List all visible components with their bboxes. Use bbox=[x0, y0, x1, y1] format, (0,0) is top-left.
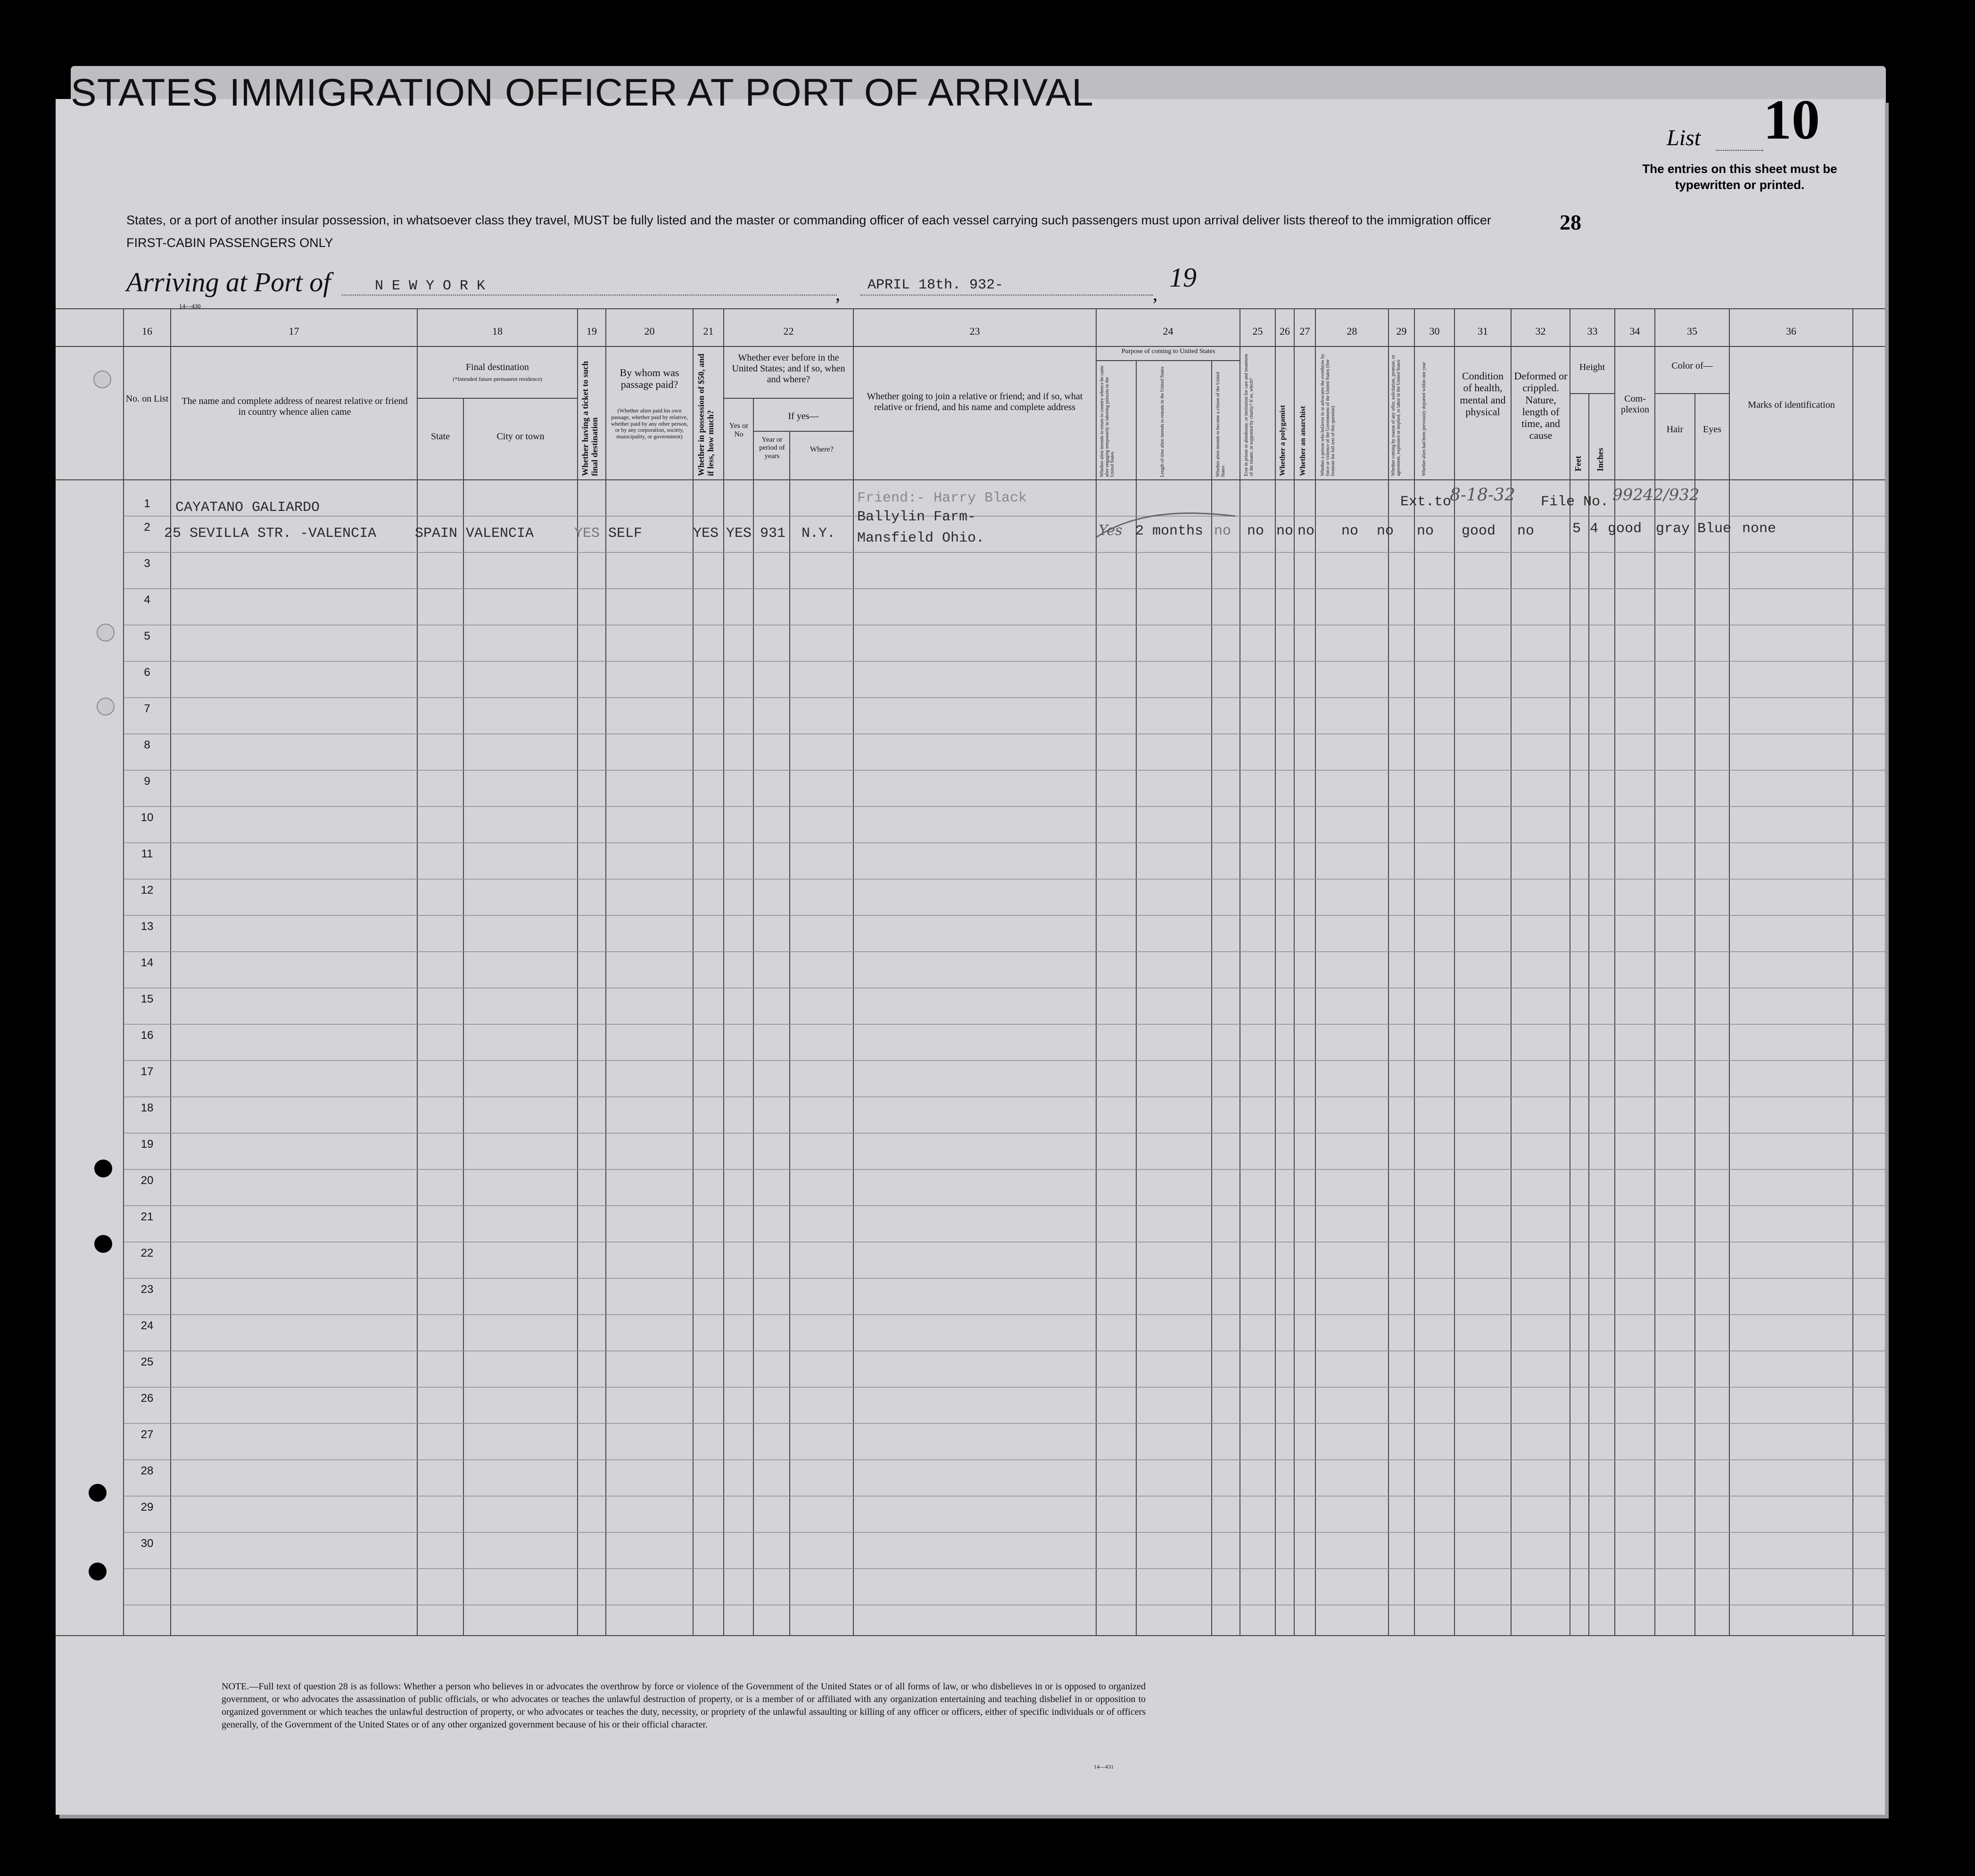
col-number-26: 26 bbox=[1280, 325, 1290, 337]
col-number-27: 27 bbox=[1299, 325, 1310, 337]
handwritten-stroke bbox=[1094, 504, 1245, 542]
row-number: 28 bbox=[140, 1465, 154, 1477]
purpose-value: Yes bbox=[1099, 522, 1123, 539]
col-number-34: 34 bbox=[1629, 325, 1640, 337]
anarchist-value: no bbox=[1297, 523, 1315, 539]
header-before-yesno: Yes or No bbox=[729, 422, 749, 439]
row-number: 6 bbox=[144, 666, 150, 679]
header-height: Height bbox=[1579, 362, 1605, 372]
file-number: 99242/932 bbox=[1612, 485, 1700, 504]
col-number-23: 23 bbox=[969, 325, 980, 337]
binder-hole bbox=[94, 1160, 112, 1177]
col-number-21: 21 bbox=[703, 325, 714, 337]
footnote-form-code: 14—431 bbox=[1094, 1763, 1114, 1770]
header-final-destination: Final destination bbox=[466, 362, 529, 372]
header-paid-by: By whom was passage paid? bbox=[620, 367, 679, 391]
header-where: Where? bbox=[810, 445, 834, 453]
row-number: 21 bbox=[140, 1210, 154, 1223]
hair-color-value: gray bbox=[1656, 521, 1690, 537]
length-of-stay-value: 2 months bbox=[1135, 523, 1204, 539]
col-number-30: 30 bbox=[1429, 325, 1440, 337]
file-number-label: File No. bbox=[1541, 494, 1609, 510]
footnote-question-28: NOTE.—Full text of question 28 is as follows: Whether a person who believes in or advocates the overthrow by force or violence of the Government of the United States or of all forms of law, or who disbelieves in or is opposed to organized government, or who advocates the assassination of public officials, or who advocates or teaches the unlawful destruction of property, or is a member of or affiliated with any organization entertaining and teaching disbelief in or opposition to organized government or which teaches the unlawful destruction of property, or who advocates or teaches the duty, necessity, or propriety of the unlawful assaulting or killing of any officer or officers, either of specific individuals or of officers generally, of the Government of the United States or of any other organized government because of his or their official character. bbox=[222, 1681, 1146, 1730]
row-number: 1 bbox=[144, 497, 150, 510]
header-paid-by-note: (Whether alien paid his own passage, whether paid by relative, whether paid by any other person, or by any corporation, society, municipality, or government) bbox=[611, 407, 688, 440]
col-number-29: 29 bbox=[1396, 325, 1407, 337]
header-length-of-stay: Length of time alien intends to remain in the United States bbox=[1160, 366, 1165, 477]
col-number-20: 20 bbox=[644, 325, 655, 337]
header-purpose-return: Whether alien intends to return to country whence he came after engaging temporarily in laboring pursuits in the United States bbox=[1099, 365, 1115, 477]
header-join-relative: Whether going to join a relative or friend; and if so, what relative or friend, and his name and complete address bbox=[867, 391, 1083, 412]
q28-value: no bbox=[1341, 523, 1359, 539]
height-feet-value: 5 bbox=[1572, 521, 1581, 537]
col-number-33: 33 bbox=[1587, 325, 1598, 337]
col-number-17: 17 bbox=[289, 325, 299, 337]
row-number: 30 bbox=[140, 1537, 154, 1550]
header-inches: Inches bbox=[1595, 447, 1605, 471]
page-title: STATES IMMIGRATION OFFICER AT PORT OF ARRIVAL bbox=[71, 71, 1094, 114]
header-before-in-us: Whether ever before in the United States; and if so, when and where? bbox=[732, 353, 845, 385]
col-number-28: 28 bbox=[1347, 325, 1357, 337]
row-number: 8 bbox=[144, 739, 150, 751]
before-yesno-value: YES bbox=[726, 526, 752, 542]
before-year-value: 931 bbox=[760, 526, 786, 542]
header-labor-offer: Whether coming by reason of any offer, solicitation, promise, or agreement, expressed or implied, to labor in the United States bbox=[1391, 354, 1401, 476]
row-number: 29 bbox=[140, 1501, 154, 1514]
header-money: Whether in possession of $50, and if less, how much? bbox=[696, 354, 715, 476]
port-name: N E W Y O R K bbox=[375, 278, 486, 294]
row-number: 10 bbox=[140, 811, 154, 824]
comma: , bbox=[1153, 283, 1157, 304]
typewritten-notice: The entries on this sheet must be typewritten or printed. bbox=[1642, 162, 1837, 192]
row-number: 3 bbox=[144, 557, 150, 570]
height-inches-value: 4 bbox=[1590, 521, 1599, 537]
polygamist-value: no bbox=[1276, 523, 1294, 539]
arriving-label: Arriving at Port of bbox=[126, 267, 331, 297]
row-number: 13 bbox=[140, 920, 154, 933]
deformed-value: no bbox=[1517, 523, 1535, 539]
list-number: 10 bbox=[1763, 88, 1820, 151]
sheet-number: 28 bbox=[1560, 210, 1581, 234]
header-ticket: Whether having a ticket to such final destination bbox=[580, 361, 599, 476]
passenger-name: CAYATANO GALIARDO bbox=[175, 500, 320, 516]
eye-color-value: Blue bbox=[1697, 521, 1732, 537]
identification-marks-value: none bbox=[1742, 521, 1777, 537]
health-value: good bbox=[1462, 523, 1496, 539]
header-health: Condition of health, mental and physical bbox=[1460, 370, 1506, 418]
row-number: 22 bbox=[140, 1247, 154, 1259]
q30-value: no bbox=[1417, 523, 1434, 539]
destination-city: VALENCIA bbox=[466, 526, 534, 542]
col-number-25: 25 bbox=[1252, 325, 1263, 337]
binder-hole bbox=[89, 1563, 107, 1580]
ext-date: 8-18-32 bbox=[1450, 485, 1515, 505]
col-number-24: 24 bbox=[1163, 325, 1173, 337]
destination-state: SPAIN bbox=[415, 526, 458, 542]
row-number: 2 bbox=[144, 521, 150, 534]
row-number: 7 bbox=[144, 702, 150, 715]
row-number: 12 bbox=[140, 884, 154, 897]
row-number: 16 bbox=[140, 1029, 154, 1042]
header-polygamist: Whether a polygamist bbox=[1279, 405, 1287, 476]
row-number: 18 bbox=[140, 1102, 154, 1114]
col-number-16: 16 bbox=[142, 325, 152, 337]
header-overthrow: Whether a person who believes in or advocates the overthrow by force or violence of the Government of the United States (See footnote for full text of this question) bbox=[1320, 354, 1336, 476]
row-number: 11 bbox=[141, 847, 153, 860]
binder-hole bbox=[93, 370, 111, 388]
header-color-of: Color of— bbox=[1671, 361, 1713, 371]
row-number: 9 bbox=[144, 775, 150, 788]
header-anarchist: Whether an anarchist bbox=[1299, 406, 1307, 476]
q29-value: no bbox=[1377, 523, 1394, 539]
instruction-line: States, or a port of another insular possession, in whatsoever class they travel, MUST be fully listed and the master or commanding officer of each vessel carrying such passengers must upon arrival deliver lists thereof to the immigration officer bbox=[126, 213, 1491, 227]
header-citizen: Whether alien intends to become a citizen of the United States bbox=[1215, 372, 1226, 477]
row-number: 20 bbox=[140, 1174, 154, 1187]
col-number-36: 36 bbox=[1786, 325, 1796, 337]
header-feet: Feet bbox=[1573, 456, 1583, 471]
binder-hole bbox=[97, 624, 115, 642]
row-number: 14 bbox=[140, 956, 154, 969]
list-label: List bbox=[1667, 125, 1701, 150]
row-number: 5 bbox=[144, 630, 150, 642]
binder-hole bbox=[97, 698, 115, 716]
header-state: State bbox=[431, 431, 450, 442]
row-number: 19 bbox=[140, 1138, 154, 1151]
col-number-18: 18 bbox=[492, 325, 503, 337]
row-number: 23 bbox=[140, 1283, 154, 1296]
ext-label: Ext.to bbox=[1400, 494, 1452, 510]
header-if-yes: If yes— bbox=[788, 411, 819, 421]
header-eyes: Eyes bbox=[1703, 424, 1721, 435]
row-number: 24 bbox=[140, 1319, 154, 1332]
money-value: YES bbox=[693, 526, 719, 542]
header-year: Year or period of years bbox=[759, 436, 785, 460]
col-number-22: 22 bbox=[783, 325, 794, 337]
header-list-number: No. on List bbox=[125, 394, 169, 404]
header-relative-address: The name and complete address of nearest relative or friend in country whence alien came bbox=[182, 396, 408, 417]
prison-value: no bbox=[1247, 523, 1264, 539]
citizen-value: no bbox=[1214, 523, 1231, 539]
header-final-destination-note: (*Intended future permanent residence) bbox=[453, 376, 542, 382]
class-line: FIRST-CABIN PASSENGERS ONLY bbox=[126, 236, 333, 250]
row-number: 27 bbox=[140, 1428, 154, 1441]
arrival-date: APRIL 18th. 932- bbox=[868, 277, 1004, 293]
header-deported: Whether alien had been previously deported within one year bbox=[1421, 362, 1427, 476]
col-number-35: 35 bbox=[1687, 325, 1697, 337]
header-purpose: Purpose of coming to United States bbox=[1121, 348, 1215, 355]
header-prison: Ever in prison or almshouse, or institution for care and treatment of the insane, or supported by charity? If so, which? bbox=[1244, 354, 1254, 476]
header-identification-marks: Marks of identification bbox=[1748, 400, 1835, 410]
comma: , bbox=[835, 283, 840, 304]
col-number-19: 19 bbox=[587, 325, 597, 337]
header-city: City or town bbox=[496, 431, 545, 442]
before-where-value: N.Y. bbox=[802, 526, 836, 542]
join-city-line: Mansfield Ohio. bbox=[857, 530, 985, 546]
col-number-31: 31 bbox=[1478, 325, 1488, 337]
row-number: 15 bbox=[140, 993, 154, 1005]
row-number: 26 bbox=[140, 1392, 154, 1405]
header-complexion: Com-plexion bbox=[1621, 394, 1649, 415]
binder-hole bbox=[94, 1235, 112, 1253]
binder-hole bbox=[89, 1484, 107, 1502]
form-code: 14—430 bbox=[179, 303, 201, 310]
paid-by-value: SELF bbox=[608, 526, 643, 542]
relative-address: 25 SEVILLA STR. -VALENCIA bbox=[164, 526, 377, 542]
join-friend-line: Friend:- Harry Black bbox=[857, 490, 1027, 506]
year-prefix: 19 bbox=[1169, 262, 1197, 293]
row-number: 25 bbox=[140, 1356, 154, 1368]
header-deformed: Deformed or crippled. Nature, length of time, and cause bbox=[1514, 370, 1568, 442]
complexion-value: good bbox=[1608, 521, 1642, 537]
join-address-line: Ballylin Farm- bbox=[857, 509, 976, 525]
row-number: 4 bbox=[144, 593, 150, 606]
col-number-32: 32 bbox=[1535, 325, 1546, 337]
row-number: 17 bbox=[140, 1065, 154, 1078]
header-hair: Hair bbox=[1666, 424, 1684, 435]
ticket-value: YES bbox=[574, 526, 600, 542]
